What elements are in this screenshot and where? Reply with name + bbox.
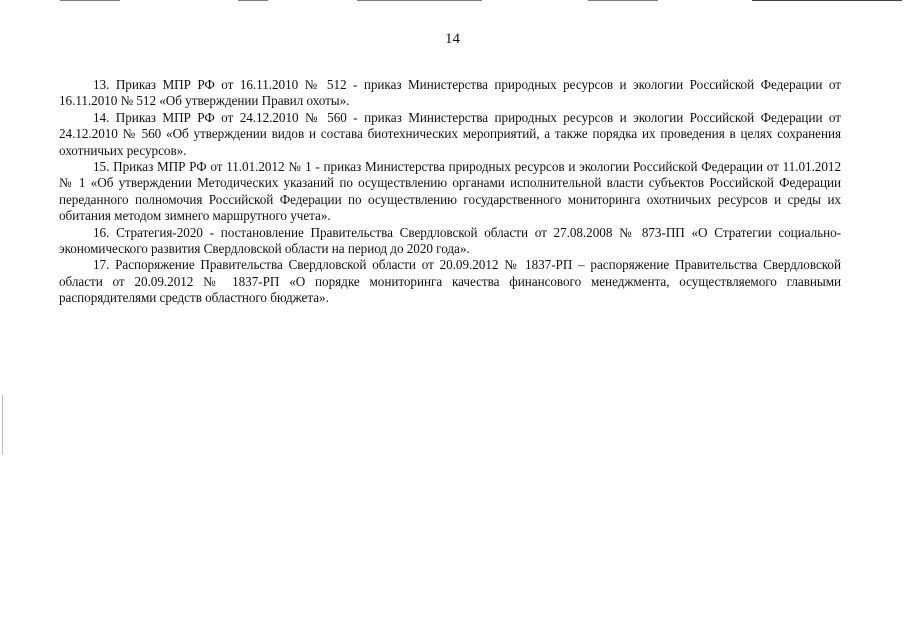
- scan-artifact-line: [238, 0, 268, 1]
- scan-artifact-line: [752, 0, 902, 1]
- reference-item-14: 14. Приказ МПР РФ от 24.12.2010 № 560 - приказ Министерства природных ресурсов и экологии Российской Федерации от 24.12.2010 № 560 «Об утверждении видов и состава биотехнических мероприятий, а также порядка их проведения в целях сохранения охотничьих ресурсов».: [59, 109, 841, 158]
- scan-edge-artifacts: [0, 0, 905, 4]
- scan-artifact-line: [357, 0, 482, 1]
- scan-left-edge: [2, 395, 3, 455]
- scan-artifact-line: [60, 0, 120, 1]
- reference-item-13: 13. Приказ МПР РФ от 16.11.2010 № 512 - приказ Министерства природных ресурсов и экологии Российской Федерации от 16.11.2010 № 512 «Об утверждении Правил охоты».: [59, 77, 841, 109]
- reference-item-16: 16. Стратегия-2020 - постановление Правительства Свердловской области от 27.08.2008 № 873-ПП «О Стратегии социально- экономического развития Свердловской области на период до 2020 года».: [59, 224, 841, 257]
- scan-artifact-line: [588, 0, 658, 1]
- references-list: [59, 77, 841, 307]
- page-number: 14: [445, 31, 460, 47]
- reference-item-17: 17. Распоряжение Правительства Свердловской области от 20.09.2012 № 1837-РП – распоряжение Правительства Свердловской области от 20.09.2012 № 1837-РП «О порядке мониторинга качества финансового менеджмента, осуществляемого главными распорядителями средств областного бюджета».: [59, 257, 841, 306]
- reference-item-15: 15. Приказ МПР РФ от 11.01.2012 № 1 - приказ Министерства природных ресурсов и экологии Российской Федерации от 11.01.2012 № 1 «Об утверждении Методических указаний по осуществлению органами исполнительной власти субъектов Российской Федерации переданного полномочия Российской Федерации по осуществлению государственного мониторинга охотничьих ресурсов и среды их обитания методом зимнего маршрутного учета».: [59, 159, 841, 224]
